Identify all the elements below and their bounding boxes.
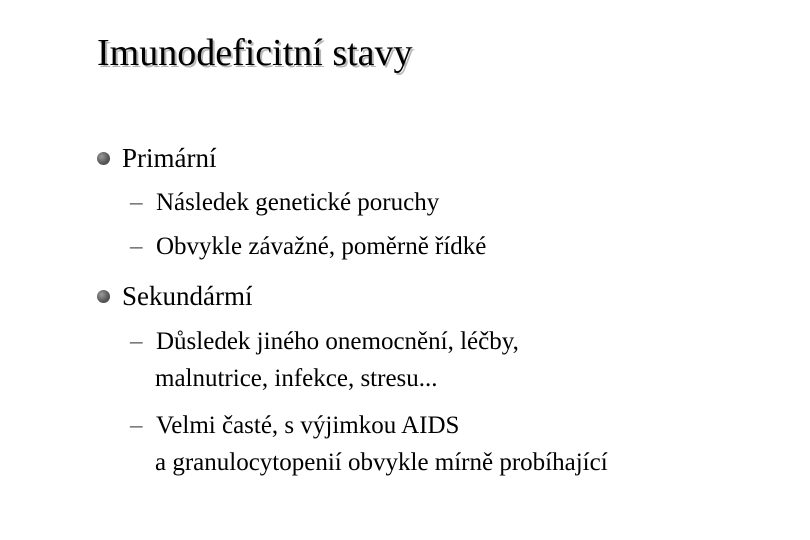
subitem-1-1 (130, 188, 439, 218)
slide-title: Imunodeficitní stavy (97, 32, 413, 74)
subitem-text: Obvykle závažné, poměrně řídké (156, 233, 487, 260)
bullet-dot-icon (97, 152, 110, 165)
bullet-dot-icon (97, 290, 110, 303)
subitem-text: Následek genetické poruchy (156, 189, 440, 216)
subitem-2-1 (130, 327, 519, 357)
bullet-item-primary: Primární (122, 143, 217, 173)
dash-marker: – (130, 233, 143, 260)
subitem-text: Důsledek jiného onemocnění, léčby, (156, 328, 519, 355)
subitem-1-2 (130, 232, 486, 262)
dash-marker: – (130, 412, 143, 439)
subitem-2-1-continuation: malnutrice, infekce, stresu... (155, 365, 438, 392)
bullet-item-secondary: Sekundármí (122, 281, 253, 311)
subitem-2-2-continuation: a granulocytopenií obvykle mírně probíhající (155, 449, 608, 476)
dash-marker: – (130, 328, 143, 355)
dash-marker: – (130, 189, 143, 216)
subitem-text: Velmi časté, s výjimkou AIDS (156, 412, 460, 439)
subitem-2-2 (130, 411, 459, 441)
